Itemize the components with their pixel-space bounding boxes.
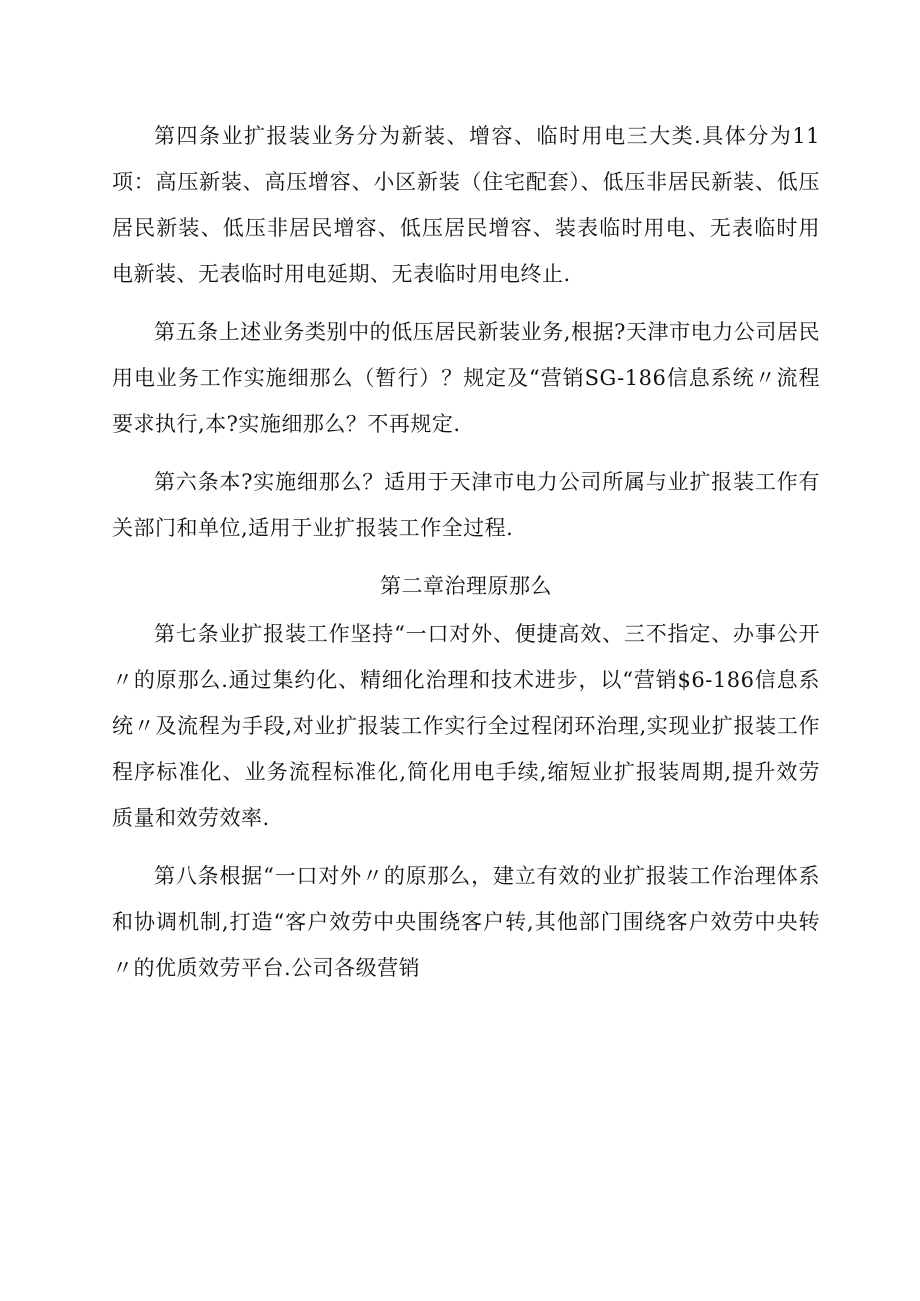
article-7-paragraph: 第七条业扩报装工作坚持“一口对外、便捷高效、三不指定、办事公开〃的原那么.通过集约化、精细化治理和技术进步，以“营销$6-186信息系统〃及流程为手段,对业扩报装工作实行全过程闭环治理,实现业扩报装工作程序标准化、业务流程标准化,简化用电手续,缩短业扩报装周期,提升效劳质量和效劳效率. xyxy=(112,622,820,830)
article-6-paragraph: 第六条本?实施细那么？适用于天津市电力公司所属与业扩报装工作有关部门和单位,适用于业扩报装工作全过程. xyxy=(112,470,820,540)
article-4-paragraph: 第四条业扩报装业务分为新装、增容、临时用电三大类.具体分为11项：高压新装、高压增容、小区新装（住宅配套）、低压非居民新装、低压居民新装、低压非居民增容、低压居民增容、装表临时用电、无表临时用电新装、无表临时用电延期、无表临时用电终止. xyxy=(112,124,820,286)
article-8-paragraph: 第八条根据“一口对外〃的原那么，建立有效的业扩报装工作治理体系和协调机制,打造“客户效劳中央围绕客户转,其他部门围绕客户效劳中央转〃的优质效劳平台.公司各级营销 xyxy=(112,864,820,980)
chapter-heading: 第二章治理原那么 xyxy=(380,574,552,598)
document-body xyxy=(112,113,820,1003)
article-5-paragraph: 第五条上述业务类别中的低压居民新装业务,根据?天津市电力公司居民用电业务工作实施细那么（暂行）？规定及“营销SG-186信息系统〃流程要求执行,本?实施细那么？不再规定. xyxy=(112,320,820,436)
